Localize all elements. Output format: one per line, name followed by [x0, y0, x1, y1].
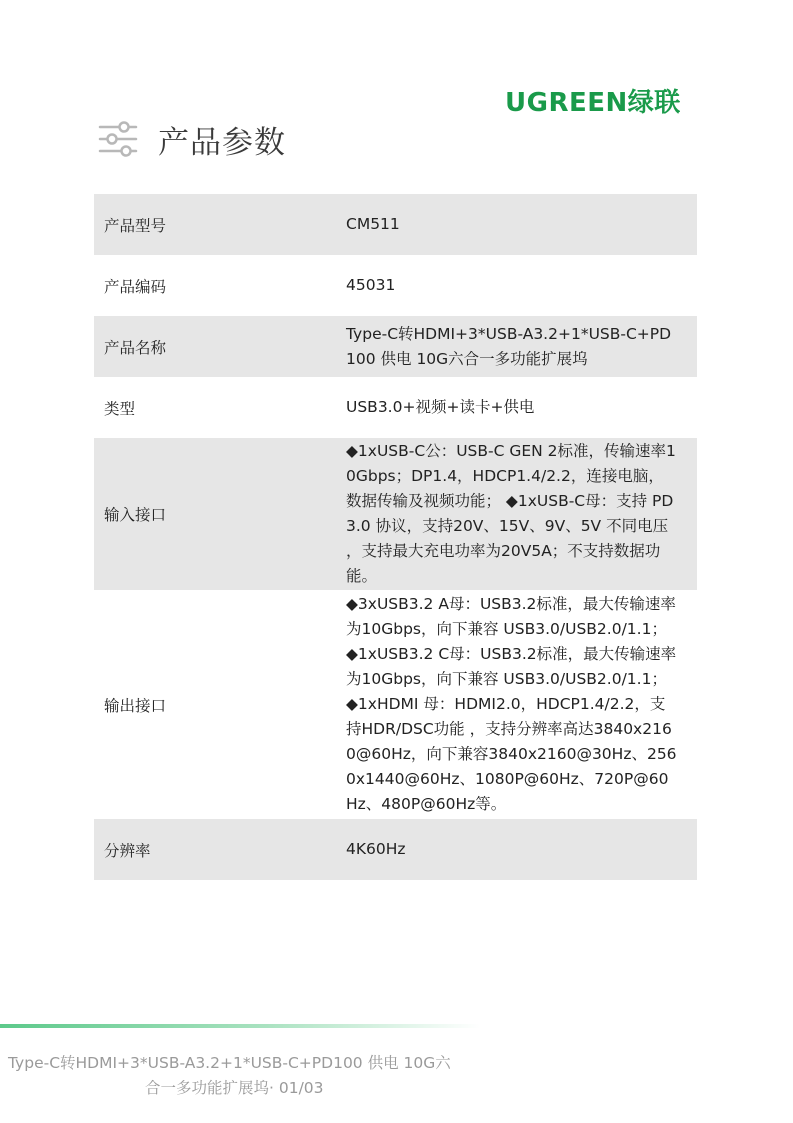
spec-value-line: 0@60Hz，向下兼容3840x2160@30Hz、256 — [346, 745, 677, 763]
spec-label: 产品编码 — [104, 277, 167, 296]
spec-value-line: 100 供电 10G六合一多功能扩展坞 — [346, 349, 588, 368]
page-title: 产品参数 — [158, 124, 286, 161]
spec-label: 分辨率 — [94, 819, 335, 880]
spec-value-line: 0Gbps；DP1.4，HDCP1.4/2.2，连接电脑， — [346, 467, 664, 485]
table-row — [94, 255, 697, 316]
brand-logo: UGREEN绿联 — [505, 87, 681, 118]
table-row — [94, 377, 697, 438]
footer-line-1: Type-C转HDMI+3*USB-A3.2+1*USB-C+PD100 供电 10G六 — [8, 1054, 451, 1072]
spec-value-line: Hz、480P@60Hz等。 — [346, 795, 507, 813]
spec-value — [335, 377, 697, 438]
table-row — [94, 819, 697, 880]
spec-value-line: ◆3xUSB3.2 A母：USB3.2标准，最大传输速率 — [346, 595, 676, 613]
spec-value-line: 为10Gbps，向下兼容 USB3.0/USB2.0/1.1； — [346, 670, 667, 688]
spec-label: 输出接口 — [104, 696, 167, 715]
spec-value-line: 能。 — [346, 567, 378, 585]
spec-value — [335, 438, 697, 590]
spec-value-line: USB3.0+视频+读卡+供电 — [346, 398, 535, 416]
spec-value-line: ，支持最大充电功率为20V5A；不支持数据功 — [346, 542, 661, 560]
spec-label: 类型 — [104, 399, 136, 418]
spec-value-line: CM511 — [346, 215, 400, 233]
spec-value — [335, 255, 697, 316]
table-row — [94, 438, 697, 590]
spec-value — [335, 194, 697, 255]
footer-divider — [0, 1024, 480, 1028]
footer-line-2: 合一多功能扩展坞· 01/03 — [145, 1079, 324, 1097]
spec-value-line: 4K60Hz — [346, 840, 406, 858]
footer-caption — [8, 1051, 468, 1101]
spec-value — [335, 819, 697, 880]
table-row — [94, 590, 697, 819]
spec-value-line: 3.0 协议，支持20V、15V、9V、5V 不同电压 — [346, 517, 669, 535]
spec-table — [94, 194, 697, 880]
spec-label: 输入接口 — [94, 438, 335, 590]
table-row — [94, 316, 697, 377]
spec-value-line: ◆1xHDMI 母：HDMI2.0，HDCP1.4/2.2，支 — [346, 695, 666, 713]
spec-value — [335, 590, 697, 819]
spec-value-line: ◆1xUSB-C公：USB-C GEN 2标准，传输速率1 — [346, 442, 676, 460]
spec-value-line: 持HDR/DSC功能 ，支持分辨率高达3840x216 — [346, 720, 672, 738]
section-heading — [98, 117, 286, 161]
spec-value — [335, 316, 697, 377]
spec-value-line: 45031 — [346, 276, 396, 294]
spec-label: 产品型号 — [94, 194, 335, 255]
table-row — [94, 194, 697, 255]
spec-value-line: 0x1440@60Hz、1080P@60Hz、720P@60 — [346, 770, 669, 788]
sliders-icon — [98, 119, 138, 159]
spec-value-line: ◆1xUSB3.2 C母：USB3.2标准，最大传输速率 — [346, 645, 677, 663]
spec-value-line: Type-C转HDMI+3*USB-A3.2+1*USB-C+PD — [346, 324, 672, 343]
spec-label: 产品名称 — [94, 316, 335, 377]
spec-value-line: 为10Gbps，向下兼容 USB3.0/USB2.0/1.1； — [346, 620, 667, 638]
spec-value-line: 数据传输及视频功能； ◆1xUSB-C母：支持 PD — [346, 492, 674, 510]
